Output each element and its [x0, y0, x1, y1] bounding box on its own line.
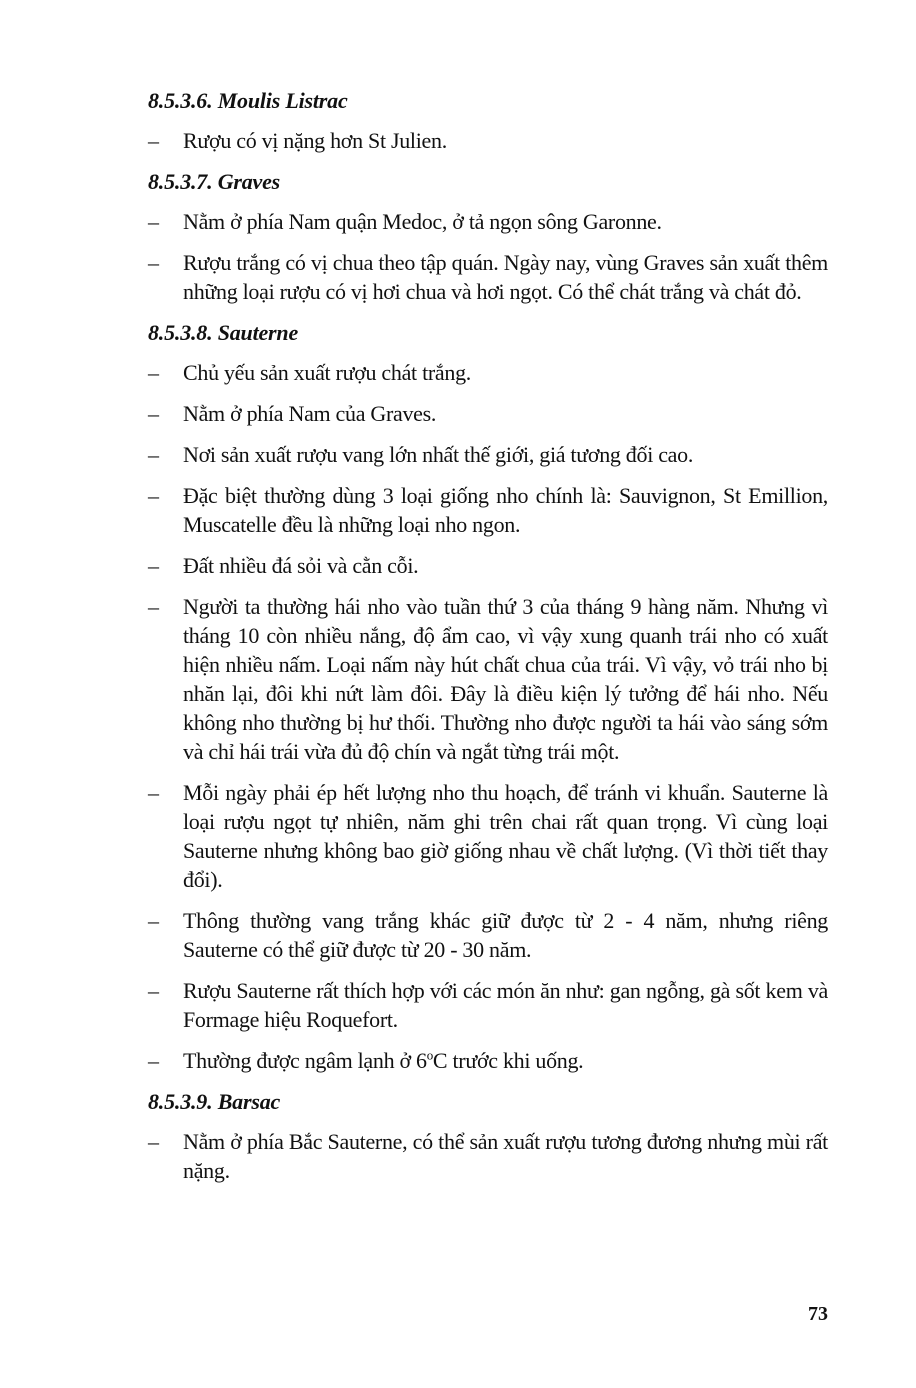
list-item: – Đặc biệt thường dùng 3 loại giống nho chính là: Sauvignon, St Emillion, Muscatelle đều là những loại nho ngon. — [148, 483, 828, 537]
list-item: – Nằm ở phía Nam của Graves. — [148, 401, 437, 426]
dash-bullet: – — [148, 250, 159, 275]
dash-bullet: – — [148, 128, 159, 153]
degree-superscript: o — [426, 1047, 433, 1063]
section-heading-barsac: 8.5.3.9. Barsac — [148, 1089, 281, 1114]
page-number: 73 — [808, 1303, 828, 1325]
dash-bullet: – — [148, 908, 159, 933]
dash-bullet: – — [148, 401, 159, 426]
list-item: – Rượu có vị nặng hơn St Julien. — [148, 128, 447, 153]
list-item: – Thông thường vang trắng khác giữ được từ 2 - 4 năm, nhưng riêng Sauterne có thể giữ được từ 20 - 30 năm. — [148, 908, 828, 962]
list-item: – Mỗi ngày phải ép hết lượng nho thu hoạch, để tránh vi khuẩn. Sauterne là loại rượu ngọt tự nhiên, năm ghi trên chai rất quan trọng. Vì cùng loại Sauterne nhưng không bao giờ giống nhau về chất lượng. (Vì thời tiết thay đổi). — [148, 780, 828, 892]
list-item: – Nơi sản xuất rượu vang lớn nhất thế giới, giá tương đối cao. — [148, 442, 694, 467]
dash-bullet: – — [148, 360, 159, 385]
section-heading-moulis-listrac: 8.5.3.6. Moulis Listrac — [148, 88, 348, 113]
dash-bullet: – — [148, 780, 159, 805]
dash-bullet: – — [148, 209, 159, 234]
list-item: – Rượu trắng có vị chua theo tập quán. Ngày nay, vùng Graves sản xuất thêm những loại rượu có vị hơi chua và hơi ngọt. Có thể chát trắng và chát đỏ. — [148, 250, 828, 304]
list-item-temperature: – Thường được ngâm lạnh ở 6$^o$C trước khi uống. — [148, 1047, 584, 1073]
page-body — [148, 86, 828, 1197]
dash-bullet: – — [148, 1048, 159, 1073]
section-heading-graves: 8.5.3.7. Graves — [148, 169, 281, 194]
section-heading-sauterne: 8.5.3.8. Sauterne — [148, 320, 299, 345]
dash-bullet: – — [148, 594, 159, 619]
list-item: – Người ta thường hái nho vào tuần thứ 3 của tháng 9 hàng năm. Nhưng vì tháng 10 còn nhiều nắng, độ ẩm cao, vì vậy xung quanh trái nho có xuất hiện nhiều nấm. Loại nấm này hút chất chua của trái. Vì vậy, vỏ trái nho bị nhăn lại, đôi khi nứt làm đôi. Đây là điều kiện lý tưởng để hái nho. Nếu không nho thường bị hư thối. Thường nho được người ta hái vào sáng sớm và chỉ hái trái vừa đủ độ chín và ngắt từng trái một. — [148, 594, 828, 764]
dash-bullet: – — [148, 553, 159, 578]
list-item: – Đất nhiều đá sỏi và cằn cỗi. — [148, 553, 419, 578]
dash-bullet: – — [148, 978, 159, 1003]
dash-bullet: – — [148, 442, 159, 467]
dash-bullet: – — [148, 483, 159, 508]
dash-bullet: – — [148, 1129, 159, 1154]
list-item: – Rượu Sauterne rất thích hợp với các món ăn như: gan ngỗng, gà sốt kem và Formage hiệu Roquefort. — [148, 978, 828, 1032]
list-item: – Nằm ở phía Nam quận Medoc, ở tả ngọn sông Garonne. — [148, 209, 662, 234]
list-item: – Nằm ở phía Bắc Sauterne, có thể sản xuất rượu tương đương nhưng mùi rất nặng. — [148, 1129, 828, 1183]
list-item: – Chủ yếu sản xuất rượu chát trắng. — [148, 360, 471, 385]
